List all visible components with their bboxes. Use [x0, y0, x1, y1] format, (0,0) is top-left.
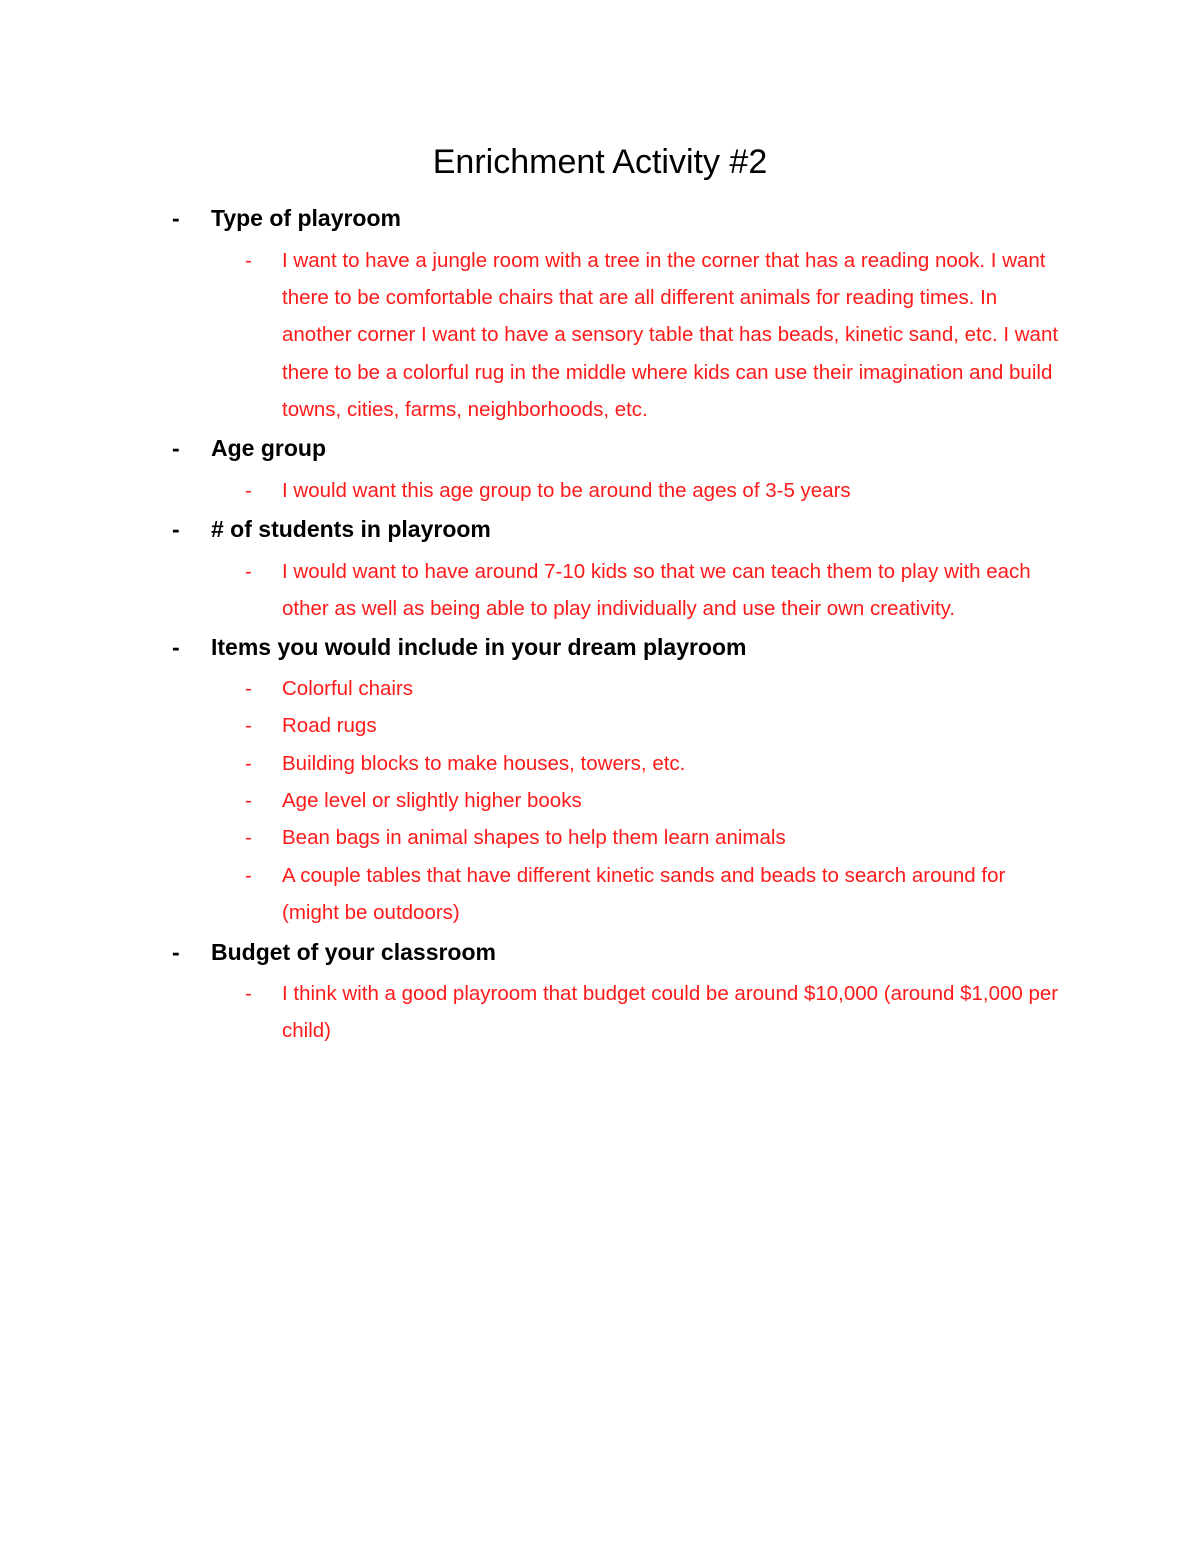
list-item: [245, 782, 1065, 819]
item-dash: -: [245, 249, 252, 272]
list-item: [245, 707, 1065, 744]
section-heading-number-of-students: [172, 514, 491, 544]
item-text: Colorful chairs: [282, 677, 414, 700]
item-dash: -: [245, 864, 252, 887]
section-heading-label: # of students in playroom: [211, 516, 491, 542]
section-dash: -: [172, 435, 180, 461]
item-text: I think with a good playroom that budget could be around $10,000 (around $1,000 per child): [282, 982, 1059, 1043]
section-heading-label: Budget of your classroom: [211, 939, 496, 965]
item-text: I would want to have around 7-10 kids so that we can teach them to play with each other as well as being able to play individually and use their own creativity.: [282, 560, 1031, 621]
list-item: [245, 553, 1065, 627]
section-heading-label: Type of playroom: [211, 205, 401, 231]
item-dash: -: [245, 826, 252, 849]
item-dash: -: [245, 752, 252, 775]
section-heading-label: Items you would include in your dream playroom: [211, 634, 747, 660]
item-dash: -: [245, 714, 252, 737]
list-item: [245, 819, 1065, 856]
list-item: [245, 670, 1065, 707]
section-dash: -: [172, 205, 180, 231]
item-dash: -: [245, 982, 252, 1005]
section-heading-dream-playroom-items: [172, 632, 746, 662]
document-title: Enrichment Activity #2: [432, 143, 768, 181]
item-dash: -: [245, 479, 252, 502]
list-item: [245, 472, 1065, 509]
section-heading-type-of-playroom: [172, 203, 401, 233]
item-text: I want to have a jungle room with a tree in the corner that has a reading nook. I want there to be comfortable chairs that are all different animals for reading times. In another corner I want to have a sensory table that has beads, kinetic sand, etc. I want there to be a colorful rug in the middle where kids can use their imagination and build towns, cities, farms, neighborhoods, etc.: [282, 249, 1059, 421]
section-heading-age-group: [172, 433, 326, 463]
item-dash: -: [245, 560, 252, 583]
item-text: Bean bags in animal shapes to help them learn animals: [282, 826, 786, 849]
item-text: A couple tables that have different kinetic sands and beads to search around for (might be outdoors): [282, 864, 1006, 925]
item-text: Age level or slightly higher books: [282, 789, 582, 812]
section-heading-budget: [172, 937, 496, 967]
item-text: Building blocks to make houses, towers, etc.: [282, 752, 686, 775]
list-item: [245, 242, 1065, 428]
section-dash: -: [172, 516, 180, 542]
section-dash: -: [172, 939, 180, 965]
list-item: [245, 975, 1065, 1049]
list-item: [245, 857, 1065, 931]
list-item: [245, 745, 1065, 782]
section-heading-label: Age group: [211, 435, 326, 461]
item-dash: -: [245, 677, 252, 700]
item-text: I would want this age group to be around the ages of 3-5 years: [282, 479, 851, 502]
item-dash: -: [245, 789, 252, 812]
item-text: Road rugs: [282, 714, 377, 737]
section-dash: -: [172, 634, 180, 660]
